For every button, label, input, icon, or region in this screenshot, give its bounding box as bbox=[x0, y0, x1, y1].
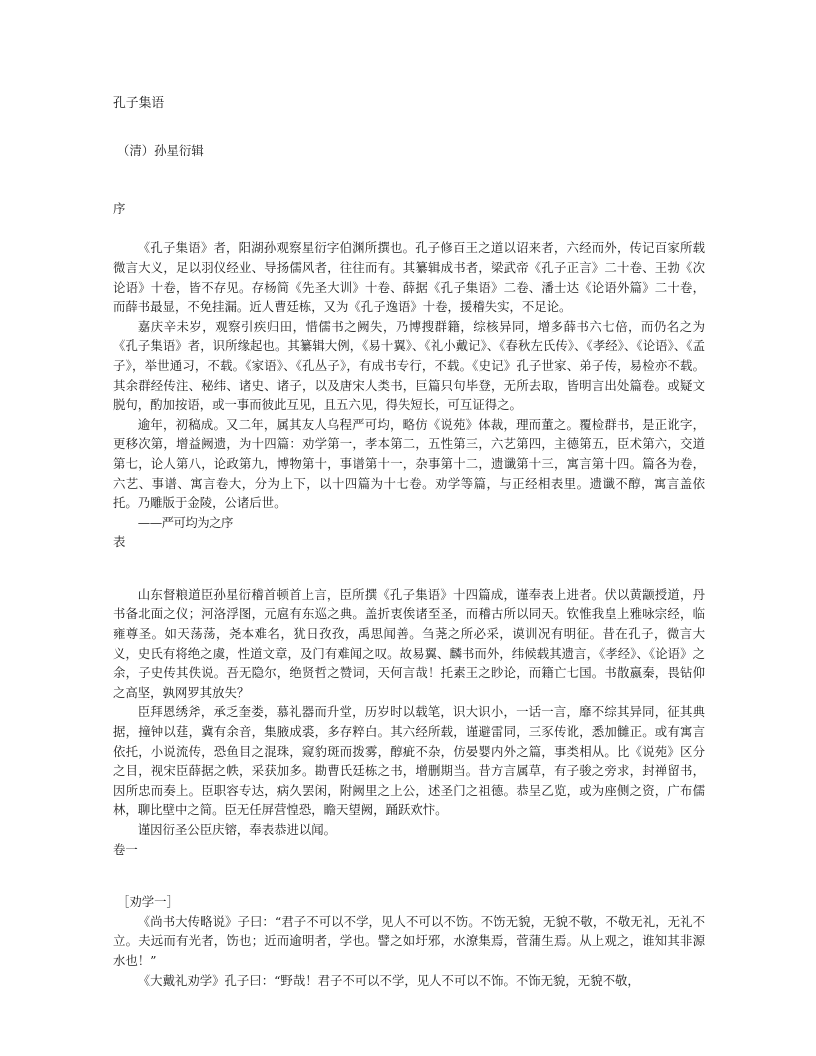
spacer bbox=[113, 859, 705, 892]
quote-entry: 《尚书大传略说》子曰：“君子不可以不学，见人不可以不饬。不饬无貌，无貌不敬，不敬无礼，无礼不立。夫远而有光者，饬也；近而逾明者，学也。譬之如圩邪，水潦集焉，菅蒲生焉。从上观之，谁知其非源水也！” bbox=[113, 913, 705, 968]
author-byline: （清）孙星衍辑 bbox=[117, 142, 204, 158]
volume-label: 卷一 bbox=[113, 841, 138, 857]
preface-signature: ——严可均为之序 bbox=[137, 514, 233, 530]
quote-entry: 《大戴礼劝学》孔子曰：“野哉！君子不可以不学，见人不可以不饰。不饰无貌，无貌不敬， bbox=[137, 972, 640, 988]
preface-paragraph: 《孔子集语》者，阳湖孙观察星衍字伯渊所撰也。孔子修百王之道以诏来者，六经而外，传记百家所载微言大义，足以羽仪经业、导扬儒风者，往往而有。其纂辑成书者，梁武帝《孔子正言》二十卷、王勃《次论语》十卷，皆不存见。存杨简《先圣大训》十卷、薛据《孔子集语》二卷、潘士达《论语外篇》二十卷，而薛书最显，不免挂漏。近人曹廷栋，又为《孔子逸语》十卷，援稽失实，不足论。 bbox=[113, 240, 705, 315]
memorial-paragraph: 山东督粮道臣孙星衍稽首顿首上言，臣所撰《孔子集语》十四篇成，谨奉表上进者。伏以黄颛授道，丹书备北面之仪；河洛浮图，元扈有东巡之典。盖折衷俟诸至圣，而稽古所以同天。钦惟我皇上雅咏宗经，临雍尊圣。如天荡荡，尧本难名，犹日孜孜，禹思闻善。刍荛之所必采，谟训况有明征。昔在孔子，微言大义，史氏有将绝之虞，性道文章，及门有难闻之叹。故易翼、麟书而外，纬候载其遗言，《孝经》、《论语》之余，子史传其佚说。吾无隐尔，绝贤哲之赞词，天何言哉！托素王之眇论，而籍亡七国。书散嬴秦，畏钻仰之高坚，孰网罗其放失？ bbox=[113, 586, 705, 700]
preface-heading: 序 bbox=[113, 201, 126, 217]
memorial-heading: 表 bbox=[113, 534, 126, 550]
preface-paragraph: 逾年，初稿成。又二年，属其友人乌程严可均，略仿《说苑》体裁，理而董之。覆检群书，是正讹字，更移次第，增益阙遗，为十四篇：劝学第一，孝本第二，五性第三，六艺第四，主德第五，臣术第六，交道第七，论人第八，论政第九，博物第十，事谱第十一，杂事第十二，遗谶第十三，寓言第十四。篇各为卷，六艺、事谱、寓言卷大，分为上下，以十四篇为十七卷。劝学等篇，与正经相表里。遗谶不醇，寓言盖依托。乃雕版于金陵，公诸后世。 bbox=[113, 416, 705, 511]
memorial-signature: 谨因衍圣公臣庆镕，奉表恭进以闻。 bbox=[137, 822, 337, 837]
page-title: 孔子集语 bbox=[113, 96, 165, 111]
spacer bbox=[113, 160, 705, 199]
spacer bbox=[113, 552, 705, 585]
preface-paragraph: 嘉庆辛未岁，观察引疾归田，惜儒书之阙失，乃博搜群籍，综核异同，增多薛书六七倍，而仍名之为《孔子集语》者，识所缘起也。其纂辑大例，《易十翼》、《礼小戴记》、《春秋左氏传》、《孝经》、《论语》、《孟子》，举世通习，不载。《家语》、《孔丛子》，有成书专行，不载。《史记》孔子世家、弟子传，易检亦不载。其余群经传注、秘纬、诸史、诸子，以及唐宋人类书，巨篇只句毕登，无所去取，皆明言出处篇卷。或疑文脱句，酌加按语，或一事而彼此互见，且五六见，得失短长，可互证得之。 bbox=[113, 318, 705, 413]
chapter-heading-quanxue: ［劝学一］ bbox=[117, 894, 179, 910]
spacer bbox=[113, 219, 705, 239]
spacer bbox=[113, 114, 705, 141]
memorial-paragraph: 臣拜恩绣斧，承乏奎娄，慕礼器而升堂，历岁时以载笔，识大识小，一话一言，靡不综其异同，征其典据，撞钟以莛，冀有余音，集腋成裘，多存粹白。其六经所载，谨避雷同，三豕传讹，悉加雠正。或有寓言依托，小说流传，恐鱼目之混珠，窥豹斑而拨雾，醇疵不杂，仿晏婴内外之篇，事类相从。比《说苑》区分之目，视宋臣薛据之帙，采获加多。勘曹氏廷栋之书，增删期当。昔方言属草，有子骏之旁求，封禅留书，因所忠而奏上。臣职容专达，病久罢闲，附阙里之上公，述圣门之祖德。恭呈乙览，或为座侧之资，广布儒林，聊比壁中之简。臣无任屏营惶恐，瞻天望阙，踊跃欢忭。 bbox=[113, 704, 705, 818]
document-content bbox=[113, 94, 705, 990]
